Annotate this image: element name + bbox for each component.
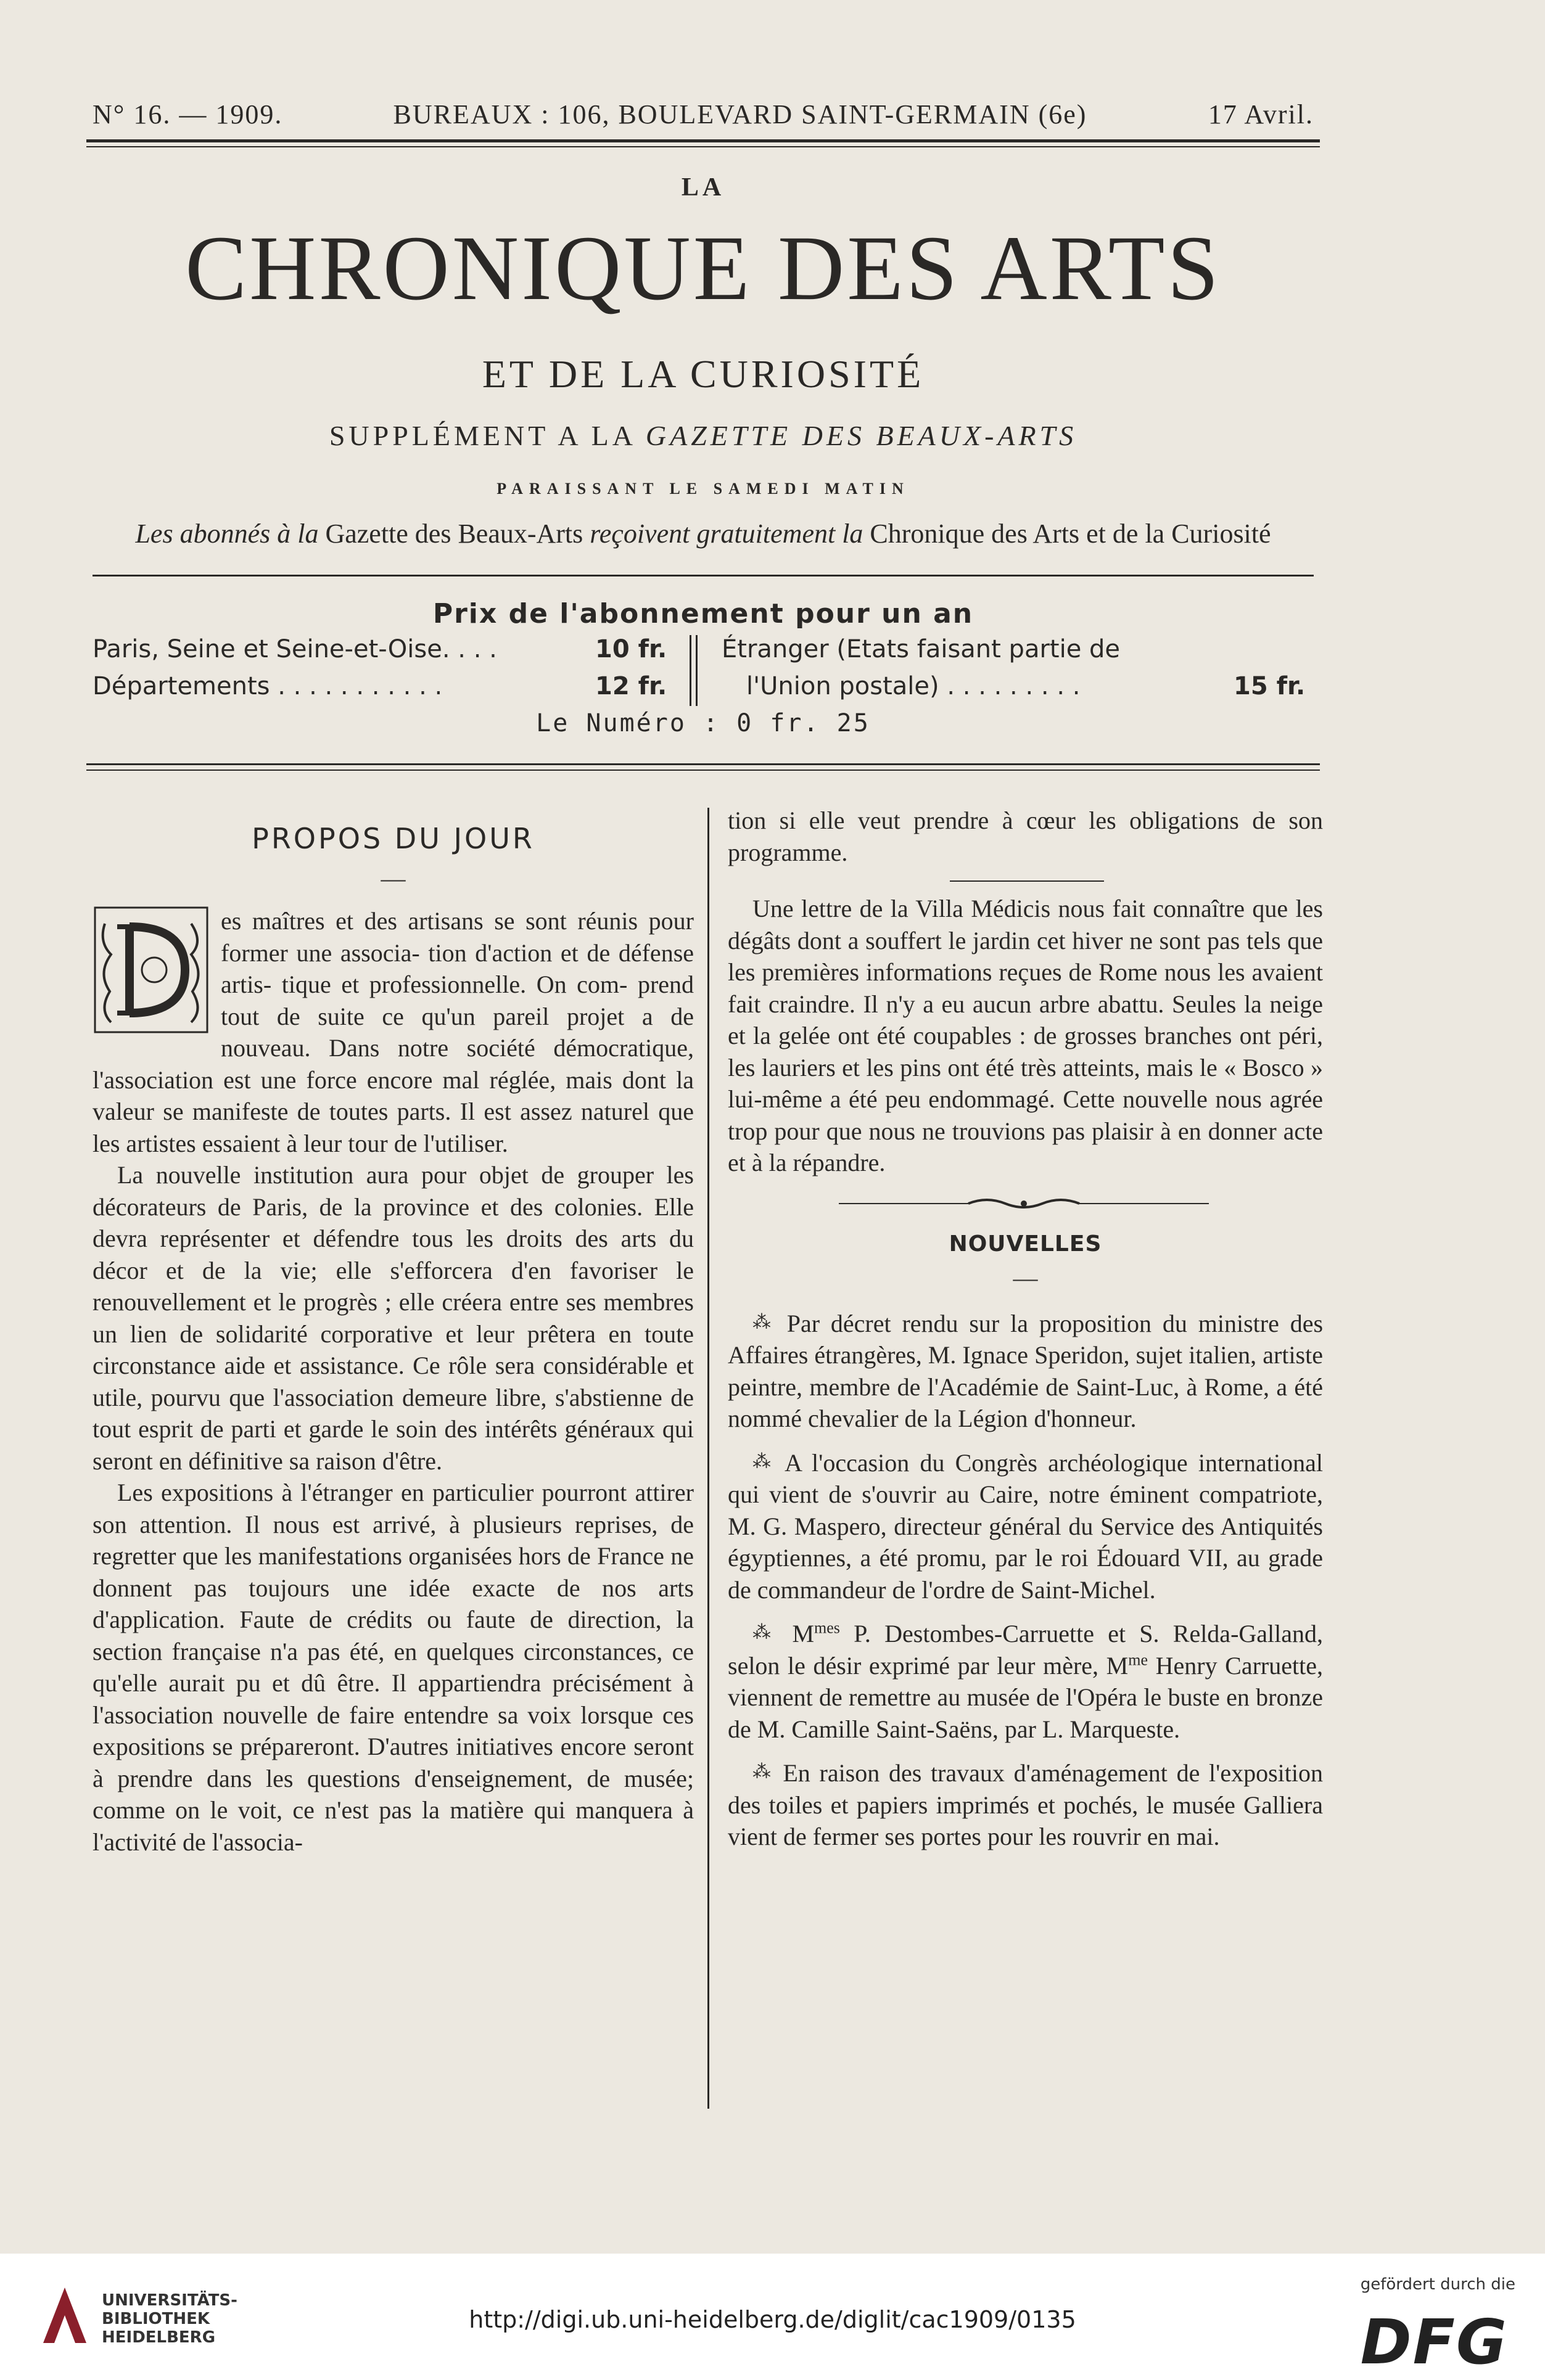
asterism-icon: ⁂ — [752, 1622, 779, 1643]
source-url-link[interactable]: http://digi.ub.uni-heidelberg.de/diglit/cac1909/0135 — [469, 2306, 1076, 2333]
p1-line-4: tique et professionnelle. On com- — [281, 970, 628, 998]
uni-line-3: HEIDELBERG — [102, 2328, 216, 2347]
uni-line-2: BIBLIOTHEK — [102, 2310, 210, 2328]
right-column — [728, 805, 1323, 1853]
abonnes-part-2: Gazette des Beaux-Arts — [325, 519, 583, 549]
p1-line-2: réunis pour former une associa- — [221, 907, 694, 967]
short-rule-wrap — [728, 868, 1323, 893]
subscription-title: Prix de l'abonnement pour un an — [432, 598, 974, 630]
news-item-2 — [728, 1446, 1323, 1606]
masthead-title: CHRONIQUE DES ARTS — [185, 217, 1221, 319]
paris-label: Paris, Seine et Seine-et-Oise. . . . — [93, 635, 497, 663]
decorative-divider-ornament — [839, 1191, 1209, 1216]
office-address: BUREAUX : 106, BOULEVARD SAINT-GERMAIN (6e) — [393, 99, 1087, 129]
propos-continuation: tion si elle veut prendre à cœur les obligations de son programme. — [728, 806, 1323, 866]
issue-date: 17 Avril. — [1208, 99, 1314, 129]
left-column — [93, 817, 694, 1858]
column-divider — [707, 808, 709, 2109]
masthead-supplement — [93, 419, 1314, 452]
dropcap-d-ornament — [93, 905, 210, 1035]
numero-price: Le Numéro : 0 fr. 25 — [536, 709, 870, 737]
abonnes-part-4: Chronique des Arts et de la Curiosité — [870, 519, 1271, 549]
etranger-line-2: l'Union postale) . . . . . . . . . — [746, 672, 1081, 700]
masthead-rule — [93, 575, 1314, 577]
subscription-rule-2 — [86, 769, 1320, 771]
asterism-icon: ⁂ — [752, 1451, 776, 1472]
asterism-icon: ⁂ — [752, 1762, 774, 1782]
p1-line-1: es maîtres et des artisans se sont — [221, 907, 567, 935]
news-item-3 — [728, 1617, 1323, 1745]
header-rule-thin — [86, 146, 1320, 147]
abonnes-part-3: reçoivent gratuitement la — [590, 519, 863, 549]
uni-line-1: UNIVERSITÄTS- — [102, 2291, 237, 2310]
masthead-parution: PARAISSANT LE SAMEDI MATIN — [496, 480, 910, 498]
masthead-subtitle: ET DE LA CURIOSITÉ — [482, 352, 925, 396]
etranger-price: 15 fr. — [1234, 672, 1306, 700]
etranger-line-1: Étranger (Etats faisant partie de — [722, 635, 1121, 663]
news-item-1 — [728, 1307, 1323, 1435]
departements-label: Départements . . . . . . . . . . . — [93, 672, 443, 700]
propos-title: PROPOS DU JOUR — [252, 822, 535, 855]
short-rule — [950, 880, 1104, 882]
news-item-4 — [728, 1756, 1323, 1853]
supplement-prefix: SUPPLÉMENT A LA — [329, 420, 635, 451]
funded-by-label: gefördert durch die — [1360, 2275, 1515, 2294]
supplement-gazette: GAZETTE DES BEAUX-ARTS — [645, 420, 1077, 451]
subscription-divider-1 — [690, 635, 691, 706]
news-item-3-a: M — [792, 1620, 815, 1648]
nouvelles-title: NOUVELLES — [949, 1231, 1102, 1257]
propos-paragraph-3: Les expositions à l'étranger en particulier pourront attirer son attention. Il nous est arrivé, à plusieurs reprises, de regretter que les manifestations organisées hors de France ne donnent pas toujours une idée exacte de nos arts d'application. Faute de crédits ou faute de direction, la section française n'a pas été, en quelques circonstances, ce qu'elle aurait pu et dû être. Il appartiendra précisément à l'association nouvelle de faire entendre sa voix lorsque ces expositions se prépareront. D'autres initiatives encore seront à prendre dans les questions d'enseignement, de musée; comme on le voit, ce n'est pas la matière qui manquera à l'activité de l'associa- — [93, 1479, 694, 1856]
dfg-logo: DFG — [1360, 2306, 1508, 2378]
header-rule-thick — [86, 139, 1320, 142]
abonnes-part-1: Les abonnés à la — [135, 519, 319, 549]
paris-price: 10 fr. — [595, 635, 667, 663]
masthead-subscribers-note — [93, 518, 1314, 549]
propos-paragraph-2: La nouvelle institution aura pour objet de grouper les décorateurs de Paris, de la province et des colonies. Elle devra représenter et défendre tous les droits des arts du décor et de la vie; elle s'efforcera d'en favoriser le renouvellement et le progrès ; elle créera entre ses membres un lien de solidarité corporative et leur prêtera en toute circonstance aide et assistance. Ce rôle sera considérable et utile, pourvu que l'association demeure libre, s'abstienne de tout esprit de parti et garde le soin des intérêts généraux qui seront en définitive sa raison d'être. — [93, 1161, 694, 1475]
issue-number: N° 16. — 1909. — [93, 99, 283, 129]
news-item-3-b: P. Destombes-Carruette et S. Relda-Galland, selon le désir exprimé par leur mère, M — [728, 1620, 1324, 1680]
nouvelles-dash: — — [1013, 1264, 1038, 1292]
villa-medicis-paragraph: Une lettre de la Villa Médicis nous fait connaître que les dégâts dont a souffert le jardin cet hiver ne sont pas tels que les premières informations reçues de Rome nous les avaient fait craindre. Il n'y a eu aucun arbre abattu. Seules la neige et la gelée ont été coupables : de grosses branches ont péri, les lauriers et les pins ont été très atteints, mais le « Bosco » lui-même a été peu endommagé. Cette nouvelle nous agrée trop pour que nous ne trouvions pas plaisir à en donner acte et à la répandre. — [728, 895, 1323, 1176]
departements-price: 12 fr. — [595, 672, 667, 700]
masthead-article: LA — [681, 173, 725, 202]
ornament-wrap — [728, 1179, 1323, 1228]
propos-dash: — — [381, 864, 406, 892]
p1-rest: prend tout de suite ce qu'un pareil projet a de nouveau. Dans notre société démocratique, l'association est une force encore mal réglée, mais dont la valeur se manifeste de toutes parts. Il est assez naturel que les artistes essaient à leur tour de l'utiliser. — [93, 970, 694, 1157]
news-item-2-text: A l'occasion du Congrès archéologique international qui vient de s'ouvrir au Caire, notre éminent compatriote, M. G. Maspero, directeur général du Service des Antiquités égyptiennes, a été promu, par le roi Édouard VII, au grade de commandeur de l'ordre de Saint-Michel. — [728, 1448, 1323, 1604]
news-item-1-text: Par décret rendu sur la proposition du ministre des Affaires étrangères, M. Ignace Speridon, sujet italien, artiste peintre, membre de l'Académie de Saint-Luc, à Rome, a été nommé chevalier de la Légion d'honneur. — [728, 1309, 1324, 1432]
subscription-rule-1 — [86, 763, 1320, 765]
news-item-3-sup-1: mes — [814, 1619, 840, 1637]
news-item-3-c: Henry Carruette, viennent de remettre au musée de l'Opéra le buste en bronze de M. Camille Saint-Saëns, par L. Marqueste. — [728, 1651, 1323, 1743]
news-item-4-text: En raison des travaux d'aménagement de l'exposition des toiles et papiers imprimés et pochés, le musée Galliera vient de fermer ses portes pour les rouvrir en mai. — [728, 1759, 1323, 1850]
news-item-3-sup-2: me — [1128, 1651, 1148, 1669]
p1-line-3: tion d'action et de défense artis- — [221, 938, 694, 998]
subscription-divider-2 — [696, 635, 698, 706]
asterism-icon: ⁂ — [752, 1311, 776, 1332]
